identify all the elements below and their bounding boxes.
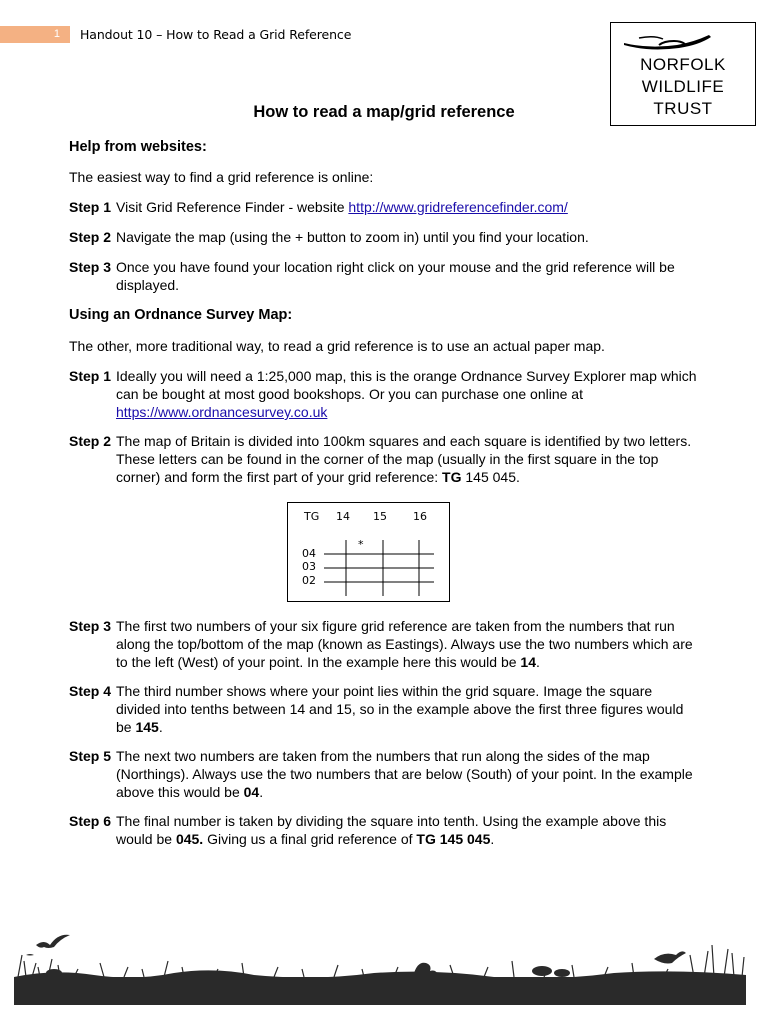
northing-label: 03 [302, 560, 316, 573]
avocet-bird-icon [619, 29, 749, 55]
step-label: Step 2 [69, 229, 112, 245]
step-bold: 04 [243, 784, 260, 800]
flying-bird-icon [36, 935, 70, 948]
wildlife-silhouette-footer [14, 925, 746, 1005]
step-text: The third number shows where your point lies within the grid square. Image the square divided into tenths between 14 and 15, so in the example above the first three figures would be [116, 683, 684, 735]
gridreferencefinder-link[interactable]: http://www.gridreferencefinder.com/ [348, 199, 568, 215]
step-bold: 14 [520, 654, 536, 670]
step-tail: . [259, 784, 264, 800]
step-text: The first two numbers of your six figure grid reference are taken from the numbers that run along the top/bottom of the map (known as Eastings). Always use the two numbers which are to the left (West) of your point. In the example here this would be [116, 618, 693, 670]
step-label: Step 3 [69, 259, 112, 275]
flying-bird-icon-right [654, 951, 686, 963]
step-text: Navigate the map (using the + button to zoom in) until you find your location. [116, 229, 589, 245]
step-label: Step 1 [69, 368, 112, 384]
web-step-1 [69, 198, 699, 216]
os-step-3 [69, 617, 699, 671]
os-step-5 [69, 747, 699, 801]
step-text: Ideally you will need a 1:25,000 map, this is the orange Ordnance Survey Explorer map which can be bought at most good bookshops. Or you can purchase one online at [116, 368, 697, 402]
header-title: Handout 10 – How to Read a Grid Reference [80, 27, 352, 42]
logo-line-2: WILDLIFE [641, 77, 725, 96]
os-step-2 [69, 432, 699, 486]
logo-line-3: TRUST [653, 99, 713, 118]
web-step-3 [69, 258, 699, 294]
section2-intro: The other, more traditional way, to read a grid reference is to use an actual paper map. [69, 338, 605, 354]
step-label: Step 4 [69, 683, 112, 699]
step-tail: 145 045. [461, 469, 520, 485]
step-label: Step 2 [69, 433, 112, 449]
os-step-4 [69, 682, 699, 736]
page-title: How to read a map/grid reference [253, 103, 515, 121]
logo-line-1: NORFOLK [640, 55, 726, 74]
step-text: The next two numbers are taken from the numbers that run along the sides of the map (Northings). Always use the two numbers that are below (South) of your point. In the example above this would be [116, 748, 693, 800]
northing-label: 04 [302, 547, 316, 560]
step-text: Once you have found your location right click on your mouse and the grid reference will be displayed. [116, 259, 675, 293]
step-text: The final number is taken by dividing the square into tenth. Using the example above this would be [116, 813, 667, 847]
step-text: Visit Grid Reference Finder - website [116, 199, 349, 215]
point-marker: * [358, 538, 364, 551]
step-bold: 045. [175, 831, 204, 847]
step-label: Step 6 [69, 813, 112, 829]
grid-square-letters: TG [304, 510, 320, 523]
easting-label: 15 [373, 510, 387, 523]
step-label: Step 5 [69, 748, 112, 764]
os-step-6 [69, 812, 699, 848]
section-heading-websites: Help from websites: [69, 139, 207, 155]
step-tail: . [535, 654, 540, 670]
step-tail: . [158, 719, 163, 735]
grid-lines [288, 503, 451, 603]
os-step-1 [69, 367, 699, 421]
step-bold: 145 [135, 719, 159, 735]
easting-label: 16 [413, 510, 427, 523]
section1-intro: The easiest way to find a grid reference is online: [69, 169, 374, 185]
step-bold-2: TG 145 045 [416, 831, 491, 847]
easting-label: 14 [336, 510, 350, 523]
step-text-mid: Giving us a final grid reference of [203, 831, 417, 847]
step-text: The map of Britain is divided into 100km squares and each square is identified by two letters. These letters can be found in the corner of the map (usually in the first square in the top corner) and form the first part of your grid reference: [116, 433, 692, 485]
ordnancesurvey-link[interactable]: https://www.ordnancesurvey.co.uk [116, 404, 328, 420]
step-label: Step 1 [69, 199, 112, 215]
step-label: Step 3 [69, 618, 112, 634]
section-heading-os-map: Using an Ordnance Survey Map: [69, 307, 293, 323]
step-tail: . [490, 831, 495, 847]
heron-icon [414, 963, 438, 977]
step-bold: TG [442, 469, 462, 485]
grid-reference-diagram [287, 502, 450, 602]
web-step-2 [69, 228, 699, 246]
northing-label: 02 [302, 574, 316, 587]
page-number: 1 [0, 26, 70, 43]
